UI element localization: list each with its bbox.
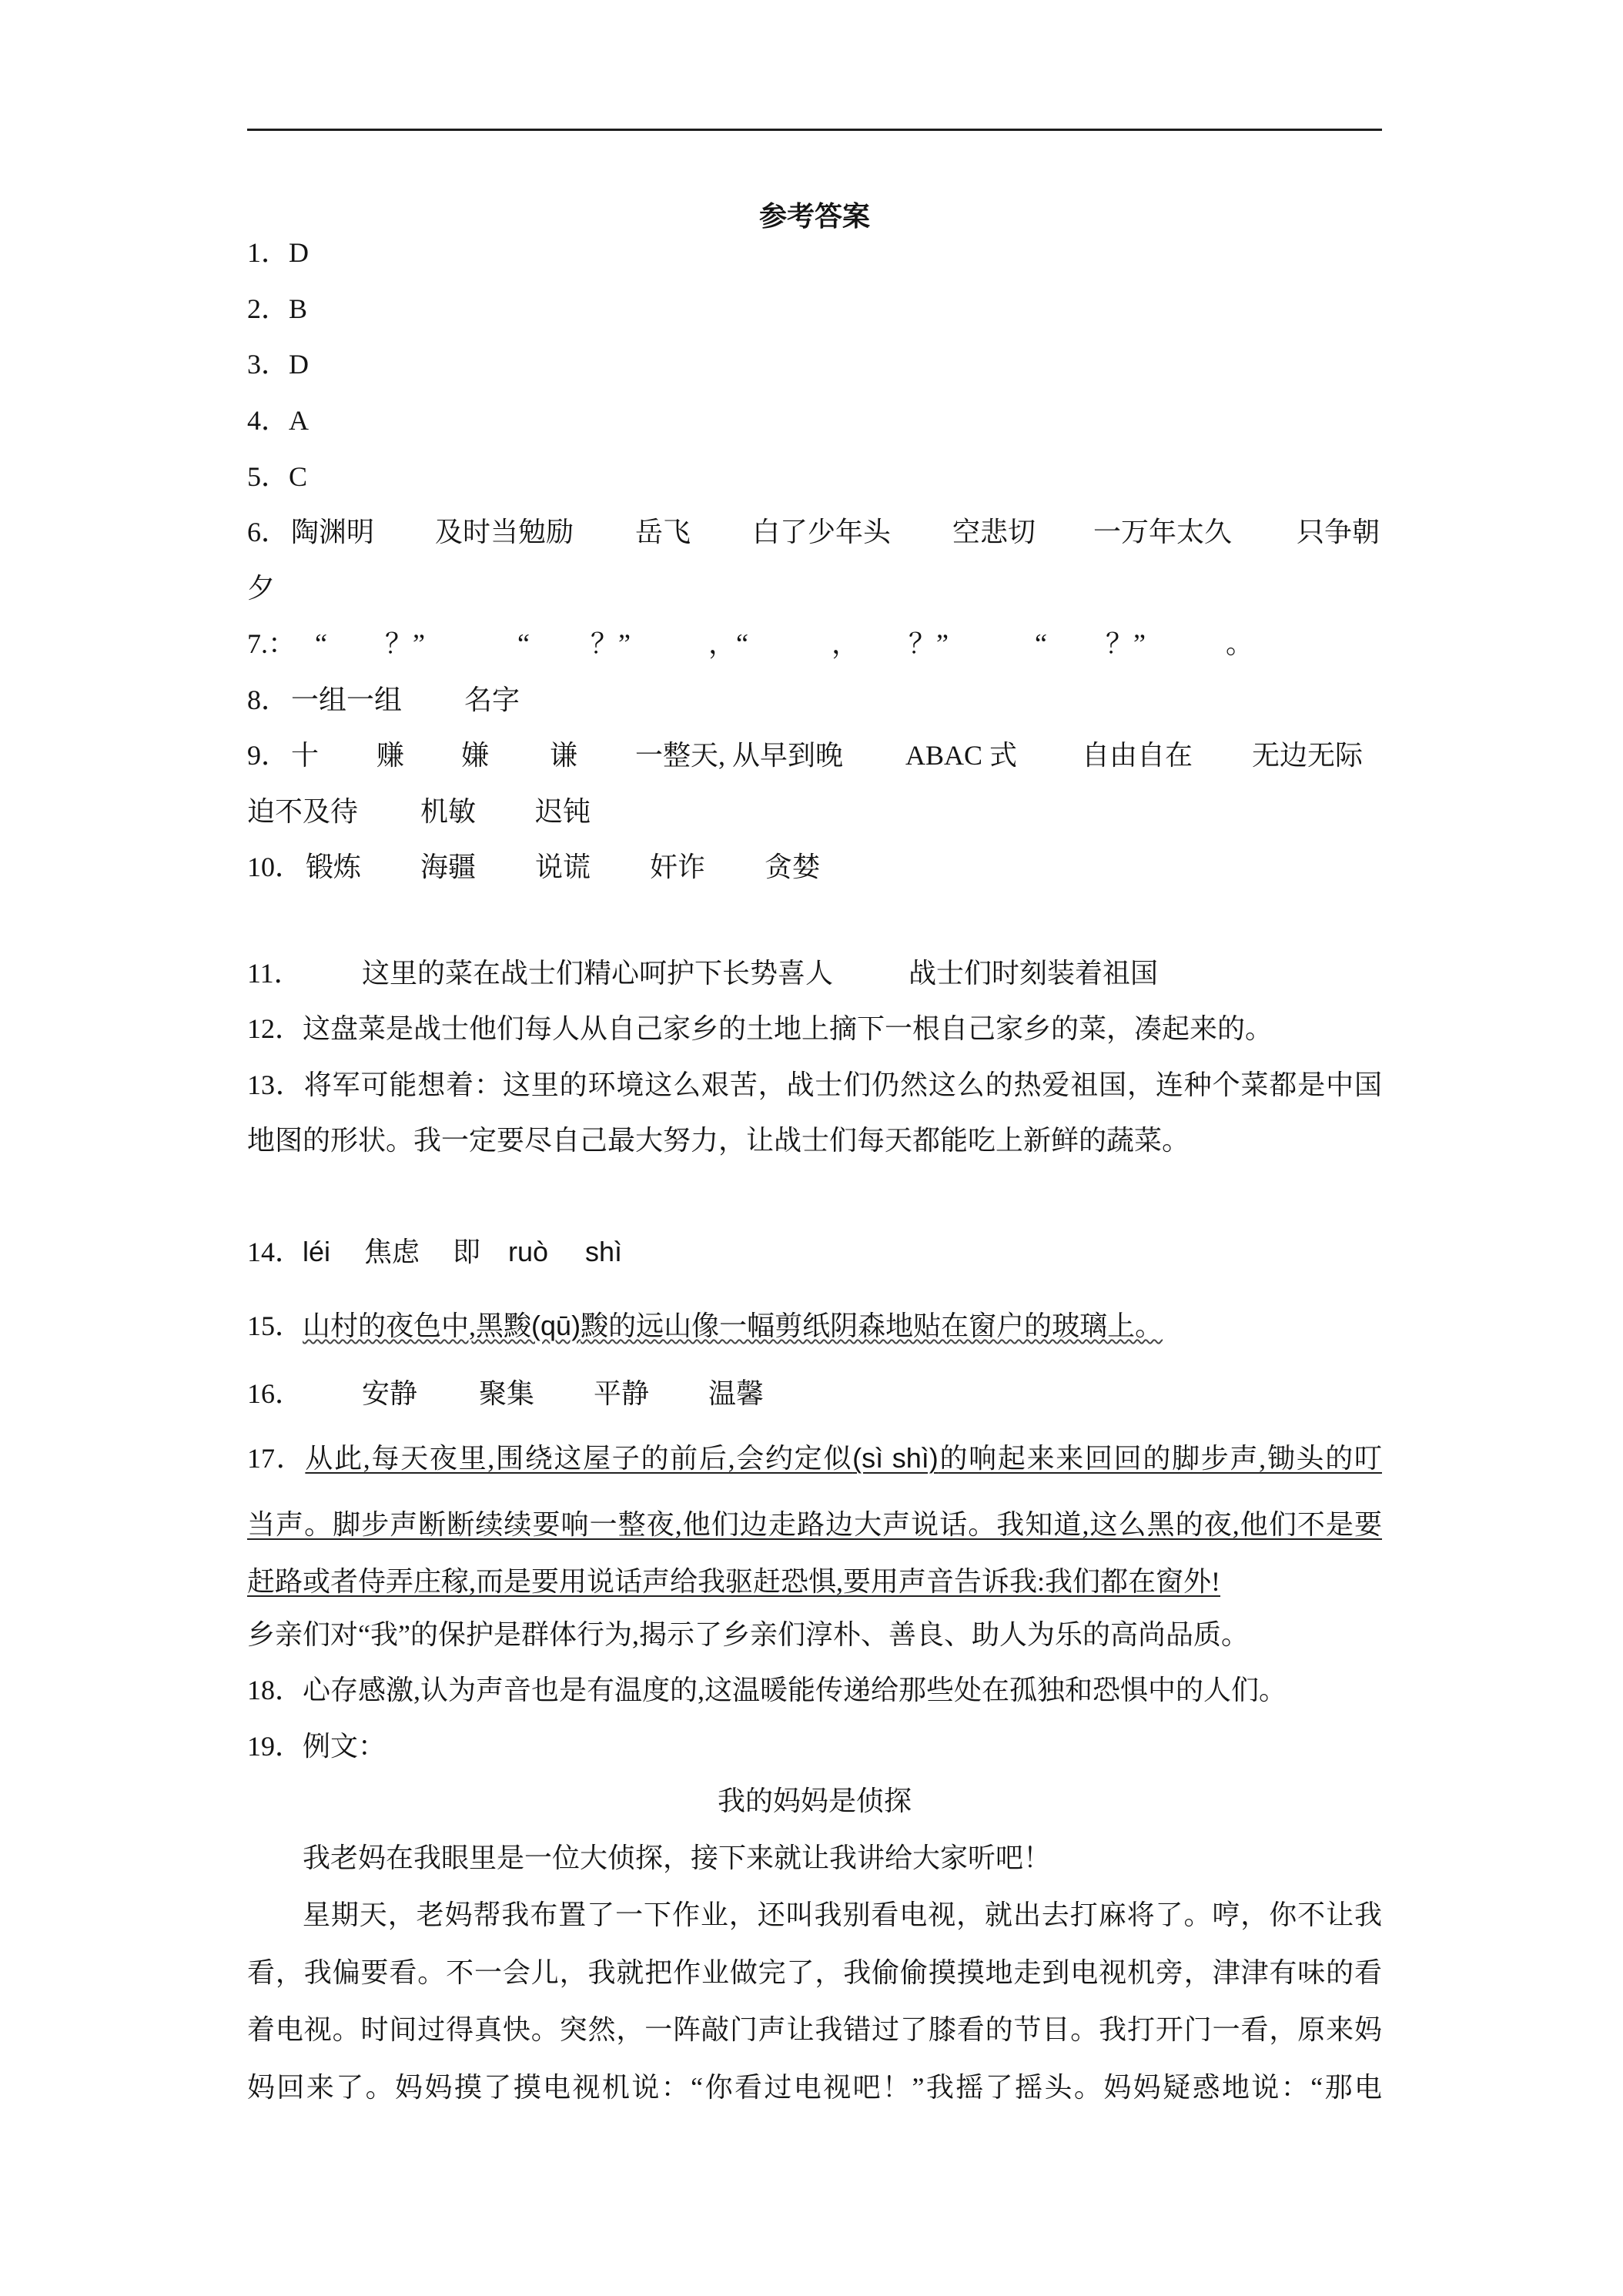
answer-part: 赚 bbox=[376, 740, 405, 771]
answer-7 bbox=[247, 627, 1382, 664]
answer-8 bbox=[247, 683, 1382, 720]
answer-part: 及时当勉励 bbox=[435, 517, 574, 547]
answer-text: 黢的远山像一幅剪纸阴森地贴在窗户的玻璃上。 bbox=[581, 1310, 1163, 1341]
punctuation-mark: ？” bbox=[909, 628, 949, 659]
answer-3 bbox=[247, 347, 1382, 384]
answer-number: 4． bbox=[247, 405, 289, 436]
essay-line: 看，我偏要看。不一会儿，我就把作业做完了，我偷偷摸摸地走到电视机旁，津津有味的看 bbox=[247, 1957, 1382, 1988]
answer-5 bbox=[247, 460, 1382, 497]
underlined-sentence: 当声。脚步声断断续续要响一整夜,他们边走路边大声说话。我知道,这么黑的夜,他们不是要 bbox=[247, 1509, 1382, 1540]
answer-number: 15． bbox=[247, 1310, 303, 1341]
underlined-sentence bbox=[305, 1443, 1382, 1474]
answer-2 bbox=[247, 292, 1382, 329]
answer-part: ABAC 式 bbox=[905, 740, 1018, 771]
punctuation-mark: ？” bbox=[591, 628, 631, 659]
answer-part: 海疆 bbox=[420, 852, 477, 882]
answer-part: 名字 bbox=[464, 684, 520, 715]
answer-part: 平静 bbox=[594, 1378, 650, 1409]
punctuation-mark: 。 bbox=[1226, 628, 1254, 659]
answer-text: 心存感激,认为声音也是有温度的,这温暖能传递给那些处在孤独和恐惧中的人们。 bbox=[303, 1675, 1287, 1705]
answer-text: 乡亲们对“我”的保护是群体行为,揭示了乡亲们淳朴、善良、助人为乐的高尚品质。 bbox=[247, 1619, 1249, 1650]
answer-text: A bbox=[289, 405, 310, 436]
answer-part: 一万年太久 bbox=[1093, 517, 1233, 547]
answer-part: 锻炼 bbox=[306, 852, 362, 882]
answer-number: 13． bbox=[247, 1069, 304, 1100]
answer-text: 山村的夜色中,黑黢 bbox=[303, 1310, 532, 1341]
pinyin-answer: léi bbox=[303, 1236, 331, 1267]
answer-text: 从此,每天夜里,围绕这屋子的前后,会约定似 bbox=[305, 1443, 853, 1474]
answer-1 bbox=[247, 236, 1382, 273]
answer-number: 8． bbox=[247, 684, 289, 715]
answer-17 bbox=[247, 1441, 1382, 1478]
answer-number: 19． bbox=[247, 1731, 303, 1762]
wavy-underlined-sentence bbox=[303, 1310, 1163, 1341]
answer-part: 白了少年头 bbox=[752, 517, 892, 547]
answer-17-comment bbox=[247, 1618, 1382, 1655]
answer-part: 嫌 bbox=[461, 740, 490, 771]
answer-part: 焦虑 bbox=[364, 1237, 420, 1267]
answer-6 bbox=[247, 515, 1382, 552]
answer-part: 贪婪 bbox=[765, 852, 821, 882]
answer-10 bbox=[247, 850, 1382, 887]
answer-12 bbox=[247, 1012, 1382, 1049]
punctuation-mark: “ bbox=[315, 628, 327, 659]
answer-part: 机敏 bbox=[420, 796, 477, 827]
punctuation-mark: ， bbox=[832, 628, 860, 659]
answer-6-continuation bbox=[247, 571, 1382, 608]
answer-11 bbox=[247, 956, 1382, 993]
answer-part: 战士们时刻装着祖国 bbox=[909, 958, 1159, 989]
answer-text: B bbox=[289, 293, 308, 324]
answer-4 bbox=[247, 403, 1382, 440]
pinyin-annotation: (qū) bbox=[531, 1310, 581, 1341]
answer-part: 十 bbox=[291, 740, 320, 771]
answer-part: 岳飞 bbox=[635, 517, 691, 547]
answer-text: C bbox=[289, 461, 308, 492]
answer-number: 17． bbox=[247, 1443, 306, 1474]
answer-part: 夕 bbox=[247, 573, 276, 604]
answer-17-line-2 bbox=[247, 1508, 1382, 1545]
answer-number: 9． bbox=[247, 740, 289, 771]
header-rule bbox=[247, 129, 1382, 131]
answer-part: 迫不及待 bbox=[247, 796, 359, 827]
essay-line: 我老妈在我眼里是一位大侦探，接下来就让我讲给大家听吧！ bbox=[303, 1842, 1052, 1873]
pinyin-answer: shì bbox=[585, 1236, 623, 1267]
answer-number: 14． bbox=[247, 1237, 303, 1267]
answer-part: 一整天, 从早到晚 bbox=[635, 740, 844, 771]
answer-part: 这里的菜在战士们精心呵护下长势喜人 bbox=[362, 958, 834, 989]
answer-part: 只争朝 bbox=[1297, 517, 1380, 547]
answer-18 bbox=[247, 1673, 1382, 1710]
answer-part: 聚集 bbox=[479, 1378, 535, 1409]
answer-text: 地图的形状。我一定要尽自己最大努力，让战士们每天都能吃上新鲜的蔬菜。 bbox=[247, 1125, 1190, 1156]
answer-13-continuation bbox=[247, 1123, 1382, 1160]
essay-line: 妈回来了。妈妈摸了摸电视机说：“你看过电视吧！”我摇了摇头。妈妈疑惑地说：“那电 bbox=[247, 2072, 1382, 2103]
punctuation-mark: ，“ bbox=[708, 628, 748, 659]
answer-number: 7.： bbox=[247, 628, 296, 659]
answer-part: 谦 bbox=[550, 740, 578, 771]
underlined-sentence: 赶路或者侍弄庄稼,而是要用说话声给我驱赶恐惧,要用声音告诉我:我们都在窗外! bbox=[247, 1566, 1220, 1597]
essay-line: 着电视。时间过得真快。突然，一阵敲门声让我错过了膝看的节目。我打开门一看，原来妈 bbox=[247, 2014, 1382, 2045]
answer-part: 陶渊明 bbox=[291, 517, 375, 547]
answer-text: 例文： bbox=[303, 1731, 387, 1762]
answer-text: D bbox=[289, 237, 310, 268]
answer-part: 无边无际 bbox=[1252, 740, 1364, 771]
answer-16 bbox=[247, 1377, 1382, 1414]
answer-text: 将军可能想着：这里的环境这么艰苦，战士们仍然这么的热爱祖国，连种个菜都是中国 bbox=[303, 1069, 1382, 1100]
answer-number: 6． bbox=[247, 517, 289, 547]
answer-number: 5． bbox=[247, 461, 289, 492]
answer-part: 安静 bbox=[362, 1378, 418, 1409]
answer-part: 奸诈 bbox=[650, 852, 706, 882]
answer-text: 的响起来来回回的脚步声,锄头的叮 bbox=[938, 1443, 1382, 1474]
page-title: 参考答案 bbox=[758, 201, 870, 232]
answer-number: 10． bbox=[247, 852, 303, 882]
answer-14 bbox=[247, 1235, 1382, 1272]
answer-text: D bbox=[289, 349, 310, 380]
punctuation-mark: “ bbox=[517, 628, 530, 659]
answer-part: 自由自在 bbox=[1082, 740, 1193, 771]
answer-9 bbox=[247, 738, 1382, 775]
answer-part: 一组一组 bbox=[291, 684, 403, 715]
answer-part: 温馨 bbox=[708, 1378, 765, 1409]
answer-text: 这盘菜是战士他们每人从自己家乡的土地上摘下一根自己家乡的菜，凑起来的。 bbox=[303, 1013, 1273, 1044]
answer-number: 1． bbox=[247, 237, 289, 268]
answer-9-continuation bbox=[247, 795, 1382, 832]
essay-title: 我的妈妈是侦探 bbox=[717, 1786, 912, 1816]
answer-number: 2． bbox=[247, 293, 289, 324]
punctuation-mark: ？” bbox=[1106, 628, 1146, 659]
pinyin-answer: ruò bbox=[508, 1236, 549, 1267]
answer-15 bbox=[247, 1309, 1382, 1346]
answer-part: 空悲切 bbox=[952, 517, 1036, 547]
answer-number: 16． bbox=[247, 1378, 303, 1409]
answer-number: 11． bbox=[247, 958, 302, 989]
answer-part: 迟钝 bbox=[535, 796, 591, 827]
answer-part: 即 bbox=[453, 1237, 481, 1267]
punctuation-mark: “ bbox=[1035, 628, 1047, 659]
essay-line: 星期天，老妈帮我布置了一下作业，还叫我别看电视，就出去打麻将了。哼，你不让我 bbox=[303, 1899, 1382, 1930]
answer-13 bbox=[247, 1068, 1382, 1105]
answer-number: 18． bbox=[247, 1675, 303, 1705]
answer-part: 说谎 bbox=[535, 852, 591, 882]
answer-number: 12． bbox=[247, 1013, 303, 1044]
answer-19 bbox=[247, 1729, 1382, 1766]
punctuation-mark: ？” bbox=[385, 628, 425, 659]
pinyin-annotation: (sì shì) bbox=[852, 1442, 939, 1474]
answer-17-line-3 bbox=[247, 1565, 1382, 1602]
answer-number: 3． bbox=[247, 349, 289, 380]
